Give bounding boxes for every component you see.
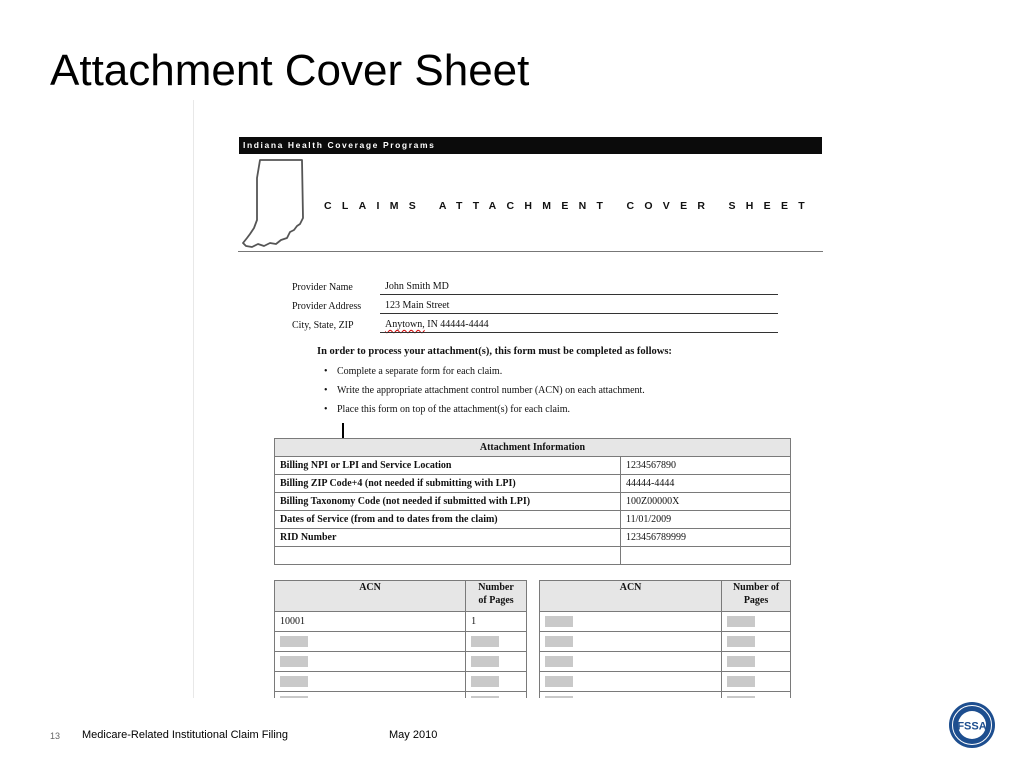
rid-number-label: RID Number	[275, 529, 621, 547]
provider-address-label: Provider Address	[292, 301, 362, 312]
pages-field-placeholder	[727, 616, 755, 627]
pages-field-placeholder	[471, 696, 499, 698]
attachment-info-table	[274, 438, 791, 565]
table-row	[275, 493, 791, 511]
pages-field-placeholder	[471, 656, 499, 667]
pages-column-header: Number of Pages	[466, 581, 527, 612]
table-row	[275, 457, 791, 475]
pages-value: 1	[466, 612, 527, 632]
dates-of-service-label: Dates of Service (from and to dates from the claim)	[275, 511, 621, 529]
table-row	[275, 672, 527, 692]
rid-number-value: 123456789999	[621, 529, 791, 547]
billing-npi-label: Billing NPI or LPI and Service Location	[275, 457, 621, 475]
provider-name-label: Provider Name	[292, 282, 353, 293]
state-zip-text: IN 44444-4444	[424, 319, 489, 330]
instructions-heading: In order to process your attachment(s), this form must be completed as follows:	[317, 346, 672, 357]
acn-field-placeholder	[545, 676, 573, 687]
bullet-icon: •	[324, 404, 328, 415]
acn-column-header: ACN	[275, 581, 466, 612]
table-row	[275, 612, 527, 632]
dates-of-service-value: 11/01/2009	[621, 511, 791, 529]
pages-field-placeholder	[471, 636, 499, 647]
table-row	[540, 692, 791, 699]
billing-zip-value: 44444-4444	[621, 475, 791, 493]
svg-text:FSSA: FSSA	[957, 720, 987, 733]
pages-column-header: Number of Pages	[722, 581, 791, 612]
indiana-state-outline-icon	[240, 158, 310, 250]
city-state-zip-label: City, State, ZIP	[292, 320, 354, 331]
fssa-seal-icon	[948, 701, 996, 749]
billing-taxonomy-label: Billing Taxonomy Code (not needed if submitted with LPI)	[275, 493, 621, 511]
table-row	[540, 632, 791, 652]
attachment-info-header: Attachment Information	[275, 439, 791, 457]
provider-address-line	[380, 313, 778, 314]
sheet-title: CLAIMS ATTACHMENT COVER SHEET	[324, 200, 816, 212]
acn-table-left	[274, 580, 527, 698]
table-row	[540, 612, 791, 632]
city-spellcheck-text: Anytown,	[385, 319, 425, 330]
instruction-item: • Write the appropriate attachment control number (ACN) on each attachment.	[324, 385, 645, 396]
cover-sheet-document	[193, 100, 823, 698]
acn-field-placeholder	[280, 696, 308, 698]
city-state-zip-value	[385, 319, 489, 330]
provider-name-value: John Smith MD	[385, 281, 449, 292]
billing-npi-value: 1234567890	[621, 457, 791, 475]
billing-taxonomy-value: 100Z00000X	[621, 493, 791, 511]
text-cursor	[342, 423, 344, 438]
instruction-item: • Complete a separate form for each claim.	[324, 366, 503, 377]
footer-presentation-title: Medicare-Related Institutional Claim Filing	[82, 729, 289, 741]
table-row	[540, 652, 791, 672]
acn-field-placeholder	[280, 636, 308, 647]
pages-field-placeholder	[471, 676, 499, 687]
acn-field-placeholder	[545, 656, 573, 667]
table-row	[275, 529, 791, 547]
acn-field-placeholder	[280, 656, 308, 667]
provider-address-value: 123 Main Street	[385, 300, 450, 311]
provider-name-line	[380, 294, 778, 295]
acn-value: 10001	[275, 612, 466, 632]
billing-zip-label: Billing ZIP Code+4 (not needed if submitting with LPI)	[275, 475, 621, 493]
table-row	[275, 632, 527, 652]
pages-field-placeholder	[727, 676, 755, 687]
footer-date: May 2010	[389, 729, 438, 741]
table-row	[540, 672, 791, 692]
slide-number: 13	[50, 731, 61, 741]
pages-field-placeholder	[727, 696, 755, 698]
empty-value-cell	[621, 547, 791, 565]
pages-field-placeholder	[727, 636, 755, 647]
bullet-icon: •	[324, 385, 328, 396]
pages-field-placeholder	[727, 656, 755, 667]
empty-label-cell	[275, 547, 621, 565]
header-divider	[238, 251, 823, 252]
org-header-bar: Indiana Health Coverage Programs	[239, 137, 822, 154]
city-state-zip-line	[380, 332, 778, 333]
acn-table-right	[539, 580, 791, 698]
bullet-icon: •	[324, 366, 328, 377]
table-row	[275, 652, 527, 672]
acn-field-placeholder	[280, 676, 308, 687]
acn-column-header: ACN	[540, 581, 722, 612]
instruction-item: • Place this form on top of the attachment(s) for each claim.	[324, 404, 570, 415]
table-row	[275, 692, 527, 699]
slide-title: Attachment Cover Sheet	[50, 46, 530, 95]
acn-field-placeholder	[545, 696, 573, 698]
table-row	[275, 511, 791, 529]
acn-field-placeholder	[545, 636, 573, 647]
table-row	[275, 547, 791, 565]
acn-field-placeholder	[545, 616, 573, 627]
table-row	[275, 475, 791, 493]
